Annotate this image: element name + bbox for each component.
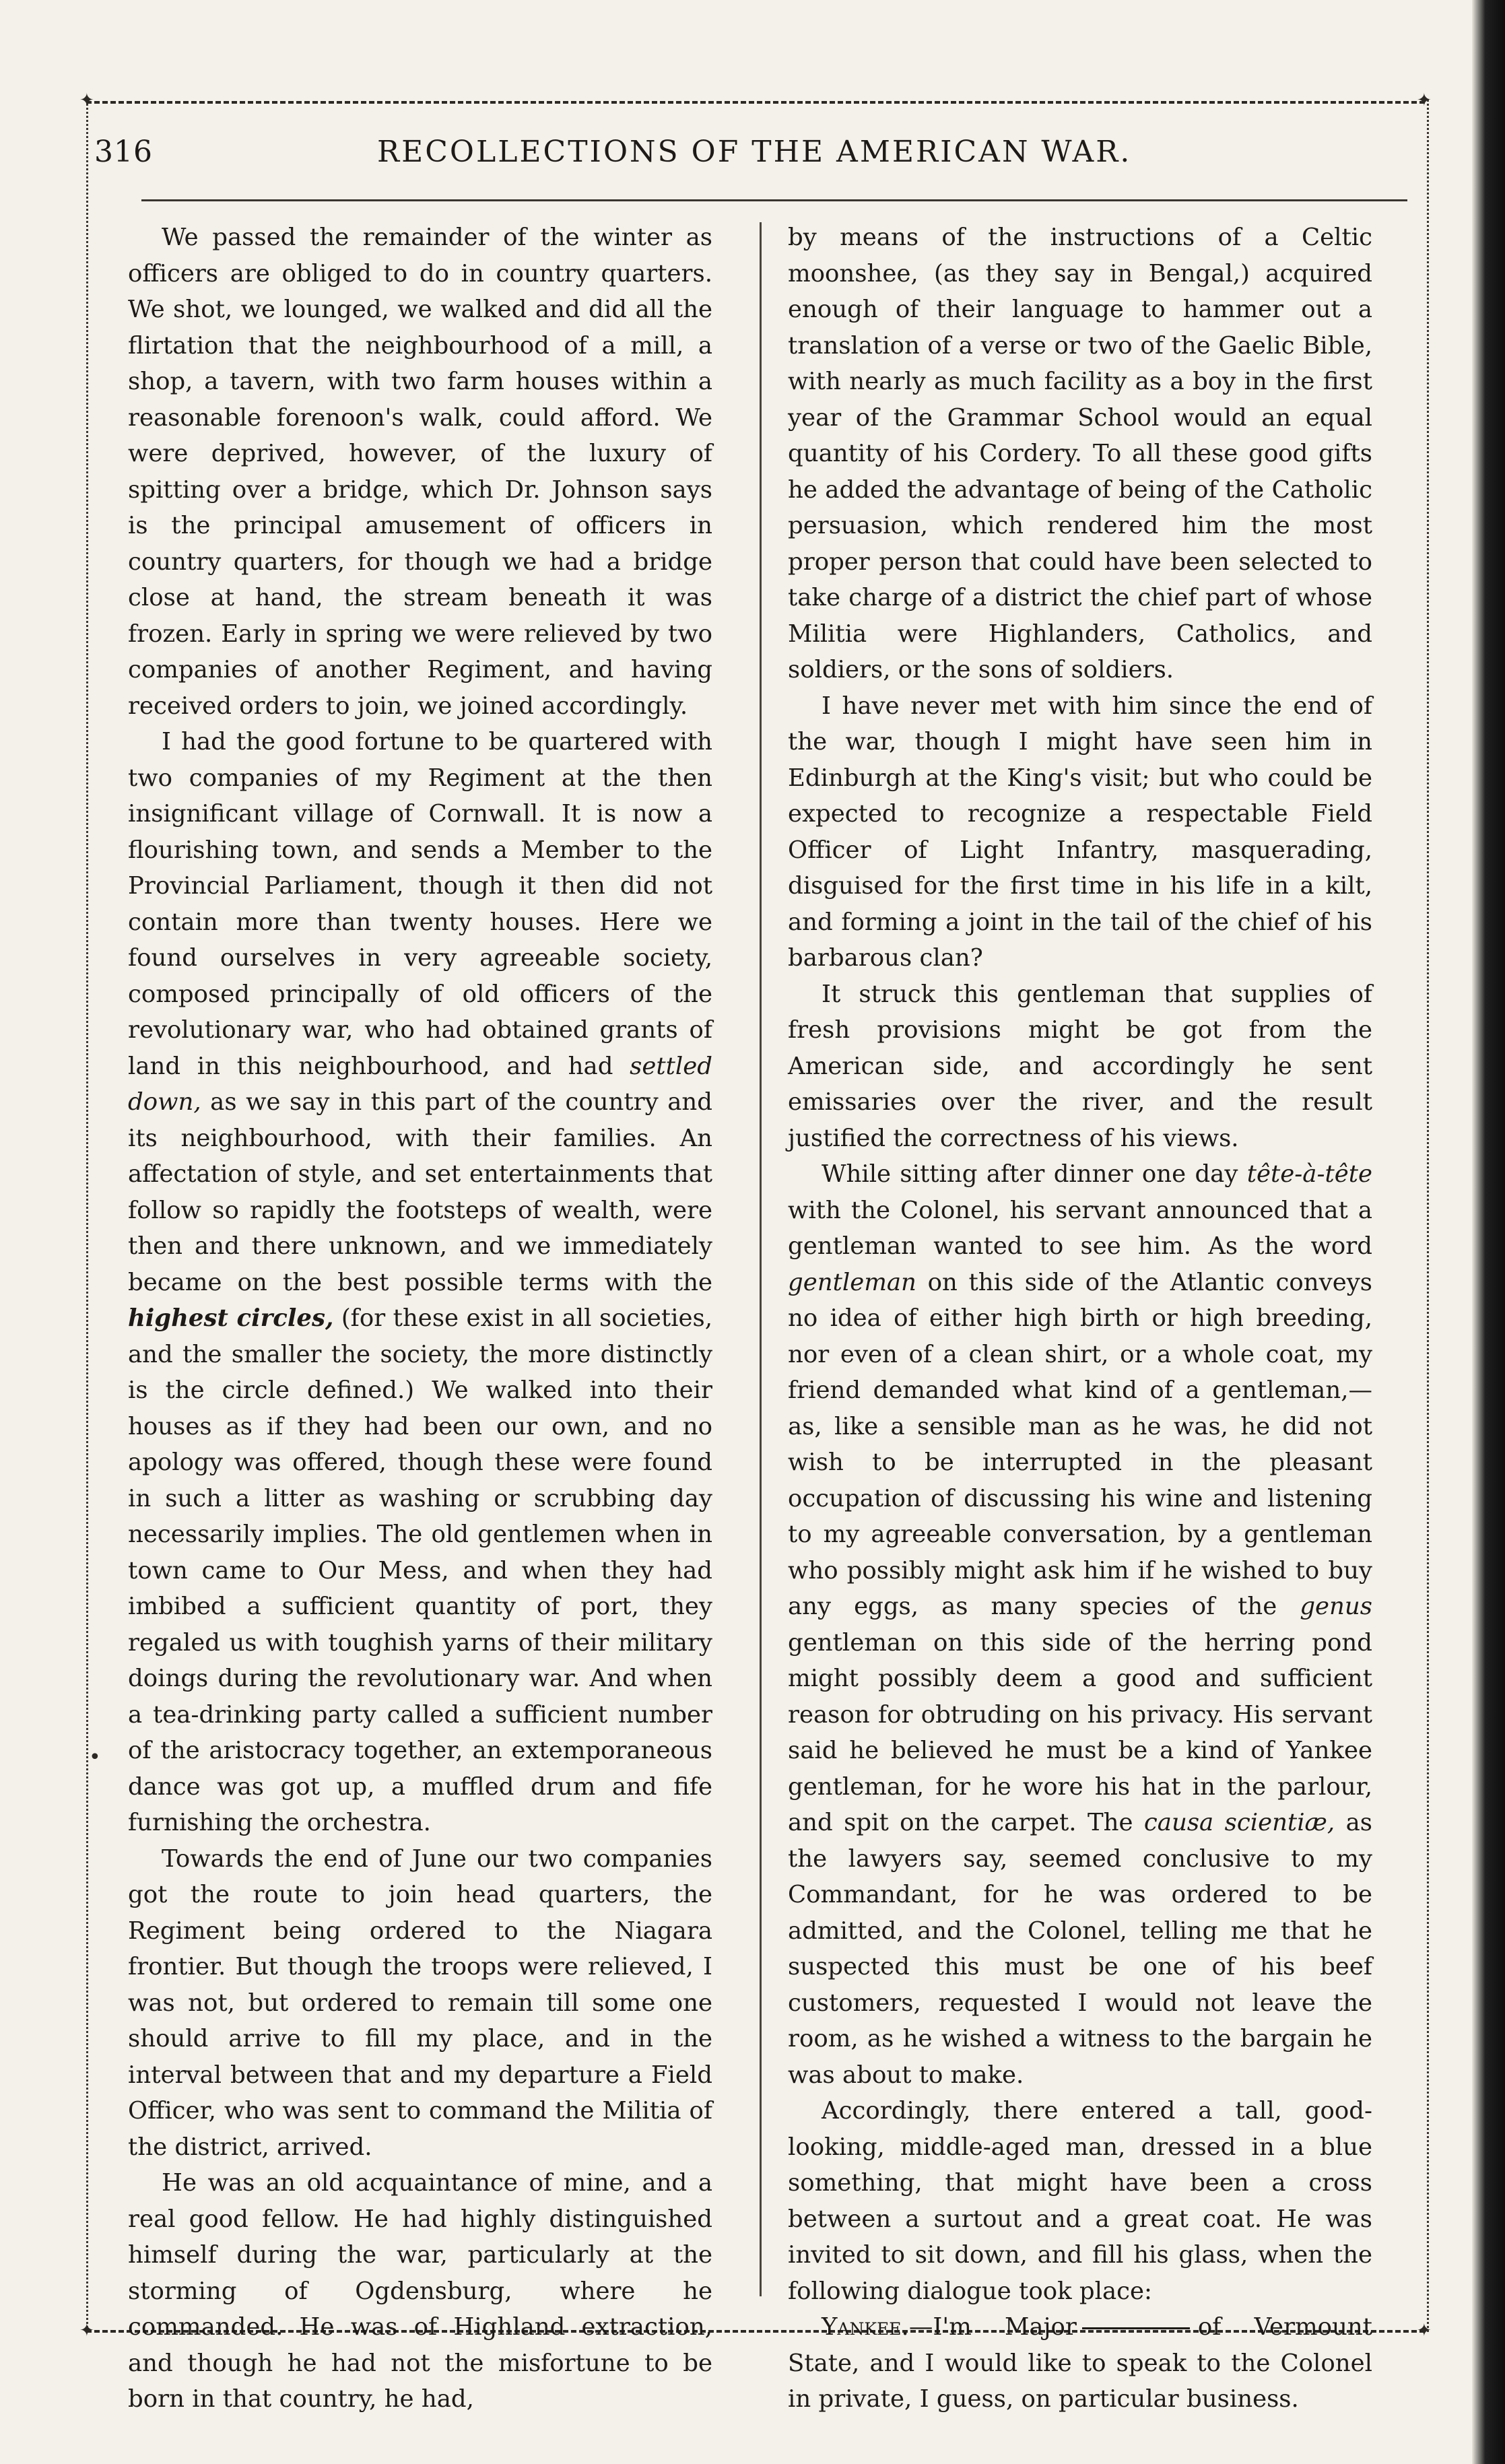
corner-ornament: ✦ [1417, 90, 1432, 110]
right-column [788, 220, 1373, 2413]
italic-phrase: genus [1300, 1593, 1372, 1620]
header-rule [141, 199, 1407, 201]
left-column [128, 220, 712, 2413]
paragraph: It struck this gentleman that supplies of fresh provisions might be got from the American side, and accordingly he sent emissaries over the river, and the result justified the correctness of his views. [788, 980, 1372, 1152]
italic-phrase: gentleman [788, 1268, 916, 1296]
italic-phrase: settled down, [128, 1052, 712, 1116]
paragraph: He was an old acquaintance of mine, and a real good fellow. He had highly distinguished himself during the war, particularly at the storming of Ogdensburg, where he commanded. He was of Highland extraction, and though he had not the misfortune to be born in that country, he had, [128, 2169, 712, 2413]
corner-ornament: ✦ [1417, 2321, 1432, 2341]
page-header [94, 135, 1414, 182]
speaker-name: Yankee. [822, 2313, 909, 2341]
paragraph: We passed the remainder of the winter as officers are obliged to do in country quarters. We shot, we lounged, we walked and did all the flirtation that the neighbourhood of a mill, a shop, a tavern, with two farm houses within a reasonable forenoon's walk, could afford. We were deprived, however, of the luxury of spitting over a bridge, which Dr. Johnson says is the principal amusement of officers in country quarters, for though we had a bridge close at hand, the stream beneath it was frozen. Early in spring we were relieved by two companies of another Regiment, and having received orders to join, we joined accordingly. [128, 224, 712, 720]
margin-mark: • [89, 1745, 101, 1769]
border-top-rule [86, 101, 1425, 104]
italic-phrase: causa scientiæ, [1143, 1809, 1335, 1836]
paragraph: While sitting after dinner one day tête-à-tête with the Colonel, his servant announced that a gentleman wanted to see him. As the word gentleman on this side of the Atlantic conveys no idea of either high birth or high breeding, nor even of a clean shirt, or a whole coat, my friend demanded what kind of a gentleman,—as, like a sensible man as he was, he did not wish to be interrupted in the pleasant occupation of discussing his wine and listening to my agreeable conversation, by a gentleman who possibly might ask him if he wished to buy any eggs, as many species of the genus gentleman on this side of the herring pond might possibly deem a good and sufficient reason for obtruding on his privacy. His servant said he believed he must be a kind of Yankee gentleman, for he wore his hat in the parlour, and spit on the carpet. The causa scientiæ, as the lawyers say, seemed conclusive to my Commandant, for he was ordered to be admitted, and the Colonel, telling me that he suspected this must be one of his beef customers, requested I would not leave the room, as he wished a witness to the bargain he was about to make. [788, 1160, 1372, 2089]
scan-edge [1472, 0, 1505, 2464]
paragraph: I had the good fortune to be quartered with two companies of my Regiment at the then insignificant village of Cornwall. It is now a flourishing town, and sends a Member to the Provincial Parliament, though it then did not contain more than twenty houses. Here we found ourselves in very agreeable society, composed principally of old officers of the revolutionary war, who had obtained grants of land in this neighbourhood, and had settled down, as we say in this part of the country and its neighbourhood, with their families. An affectation of style, and set entertainments that follow so rapidly the footsteps of wealth, were then and there unknown, and we immediately became on the best possible terms with the highest circles, (for these exist in all societies, and the smaller the society, the more distinctly is the circle defined.) We walked into their houses as if they had been our own, and no apology was offered, though these were found in such a litter as washing or scrubbing day necessarily implies. The old gentlemen when in town came to Our Mess, and when they had imbibed a sufficient quantity of port, they regaled us with toughish yarns of their military doings during the revolutionary war. And when a tea-drinking party called a sufficient number of the aristocracy together, an extemporaneous dance was got up, a muffled drum and fife furnishing the orchestra. [128, 728, 712, 1836]
italic-phrase: highest circles, [128, 1304, 334, 1332]
name-blank [1082, 2327, 1190, 2329]
corner-ornament: ✦ [79, 90, 94, 110]
italic-phrase: tête-à-tête [1246, 1160, 1372, 1188]
page-number: 316 [94, 135, 153, 169]
running-title: RECOLLECTIONS OF THE AMERICAN WAR. [377, 135, 1132, 169]
paragraph: Accordingly, there entered a tall, good-looking, middle-aged man, dressed in a blue something, that might have been a cross between a surtout and a great coat. He was invited to sit down, and fill his glass, when the following dialogue took place: [788, 2097, 1372, 2305]
paragraph: I have never met with him since the end of the war, though I might have seen him in Edinburgh at the King's visit; but who could be expected to recognize a respectable Field Officer of Light Infantry, masquerading, disguised for the first time in his life in a kilt, and forming a joint in the tail of the chief of his barbarous clan? [788, 692, 1372, 972]
paragraph: by means of the instructions of a Celtic moonshee, (as they say in Bengal,) acquired enough of their language to hammer out a translation of a verse or two of the Gaelic Bible, with nearly as much facility as a boy in the first year of the Grammar School would an equal quantity of his Cordery. To all these good gifts he added the advantage of being of the Catholic persuasion, which rendered him the most proper person that could have been selected to take charge of a district the chief part of whose Militia were Highlanders, Catholics, and soldiers, or the sons of soldiers. [788, 224, 1372, 684]
dialogue-line: Yankee.—I'm Major of Vermount State, and I would like to speak to the Colonel in private, I guess, on particular business. [788, 2313, 1373, 2413]
column-divider [760, 222, 762, 2296]
corner-ornament: ✦ [79, 2321, 94, 2341]
paragraph: Towards the end of June our two companies got the route to join head quarters, the Regiment being ordered to the Niagara frontier. But though the troops were relieved, I was not, but ordered to remain till some one should arrive to fill my place, and in the interval between that and my departure a Field Officer, who was sent to command the Militia of the district, arrived. [128, 1844, 712, 2161]
